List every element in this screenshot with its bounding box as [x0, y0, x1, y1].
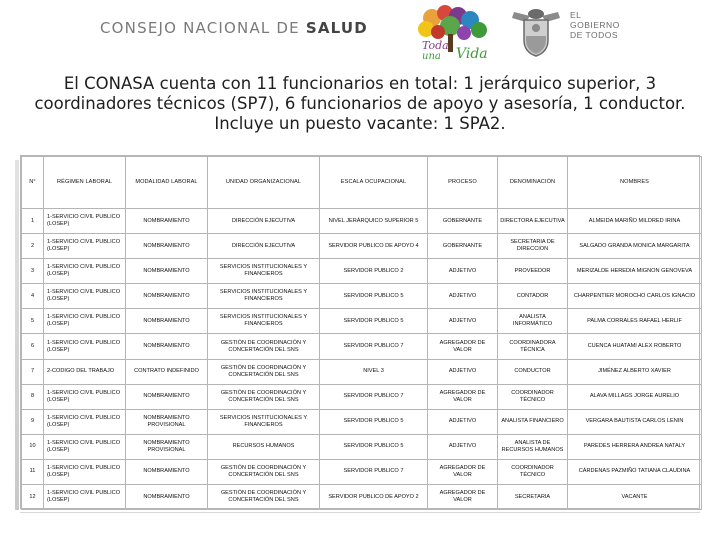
- cell-col-unidad-organizacional: SERVICIOS INSTITUCIONALES Y FINANCIEROS: [208, 259, 320, 284]
- cell-col-proceso: AGREGADOR DE VALOR: [428, 459, 498, 484]
- cell-col-escala-ocupacional: SERVIDOR PUBLICO DE APOYO 2: [320, 485, 428, 510]
- toda-una-vida-logo: [412, 4, 498, 62]
- svg-text:Vida: Vida: [456, 46, 488, 62]
- cell-col-nombres: ALMEIDA MARIÑO MILDRED IRINA: [568, 209, 702, 234]
- cell-col-proceso: ADJETIVO: [428, 359, 498, 384]
- cell-col-denominacion: ANALISTA DE RECURSOS HUMANOS: [498, 434, 568, 459]
- cell-col-denominacion: ANALISTA FINANCIERO: [498, 409, 568, 434]
- header-col-number: N°: [22, 157, 44, 209]
- header-col-escala-ocupacional: ESCALA OCUPACIONAL: [320, 157, 428, 209]
- cell-col-nombres: CHARPENTIER MOROCHO CARLOS IGNACIO: [568, 284, 702, 309]
- cell-col-unidad-organizacional: GESTIÓN DE COORDINACIÓN Y CONCERTACIÓN DEL SNS: [208, 459, 320, 484]
- table-row: [22, 434, 702, 459]
- cell-col-regimen-laboral: 1-SERVICIO CIVIL PUBLICO (LOSEP): [44, 284, 126, 309]
- cell-col-unidad-organizacional: DIRECCIÓN EJECUTIVA: [208, 234, 320, 259]
- cell-col-escala-ocupacional: SERVIDOR PUBLICO 2: [320, 259, 428, 284]
- brand-wordmark: [100, 19, 368, 37]
- cell-col-denominacion: SECRETARIA DE DIRECCION: [498, 234, 568, 259]
- cell-col-regimen-laboral: 1-SERVICIO CIVIL PUBLICO (LOSEP): [44, 434, 126, 459]
- headline: El CONASA cuenta con 11 funcionarios en total: 1 jerárquico superior, 3 coordinadores técnicos (SP7), 6 funcionarios de apoyo y asesoría, 1 conductor. Incluye un puesto vacante: 1 SPA2.: [34, 74, 686, 133]
- cell-col-unidad-organizacional: SERVICIOS INSTITUCIONALES Y FINANCIEROS: [208, 309, 320, 334]
- gob-line-1: EL: [570, 10, 582, 20]
- table-row: [22, 309, 702, 334]
- cell-col-denominacion: DIRECTORA EJECUTIVA: [498, 209, 568, 234]
- footer-divider: [20, 512, 700, 513]
- cell-col-modalidad-laboral: NOMBRAMIENTO: [126, 234, 208, 259]
- cell-col-proceso: GOBERNANTE: [428, 234, 498, 259]
- table-row: [22, 485, 702, 510]
- cell-col-denominacion: CONDUCTOR: [498, 359, 568, 384]
- svg-text:Toda: Toda: [422, 39, 449, 52]
- cell-col-nombres: CÁRDENAS PAZMIÑO TATIANA CLAUDINA: [568, 459, 702, 484]
- cell-col-denominacion: COORDINADOR TÉCNICO: [498, 459, 568, 484]
- gobierno-wordmark: [570, 10, 620, 40]
- table-row: [22, 234, 702, 259]
- cell-col-number: 8: [22, 384, 44, 409]
- cell-col-regimen-laboral: 2-CODIGO DEL TRABAJO: [44, 359, 126, 384]
- cell-col-denominacion: SECRETARIA: [498, 485, 568, 510]
- cell-col-modalidad-laboral: NOMBRAMIENTO PROVISIONAL: [126, 434, 208, 459]
- cell-col-unidad-organizacional: SERVICIOS INSTITUCIONALES Y FINANCIEROS: [208, 409, 320, 434]
- cell-col-escala-ocupacional: SERVIDOR PUBLICO 7: [320, 334, 428, 359]
- cell-col-regimen-laboral: 1-SERVICIO CIVIL PUBLICO (LOSEP): [44, 259, 126, 284]
- header-col-denominacion: DENOMINACIÓN: [498, 157, 568, 209]
- cell-col-escala-ocupacional: SERVIDOR PUBLICO 5: [320, 434, 428, 459]
- cell-col-modalidad-laboral: NOMBRAMIENTO PROVISIONAL: [126, 409, 208, 434]
- cell-col-unidad-organizacional: GESTIÓN DE COORDINACIÓN Y CONCERTACIÓN DEL SNS: [208, 334, 320, 359]
- cell-col-escala-ocupacional: NIVEL 3: [320, 359, 428, 384]
- cell-col-regimen-laboral: 1-SERVICIO CIVIL PUBLICO (LOSEP): [44, 334, 126, 359]
- cell-col-number: 12: [22, 485, 44, 510]
- cell-col-modalidad-laboral: NOMBRAMIENTO: [126, 384, 208, 409]
- cell-col-denominacion: COORDINADORA TÉCNICA: [498, 334, 568, 359]
- cell-col-denominacion: PROVEEDOR: [498, 259, 568, 284]
- cell-col-escala-ocupacional: SERVIDOR PUBLICO 7: [320, 384, 428, 409]
- table-row: [22, 409, 702, 434]
- header-col-nombres: NOMBRES: [568, 157, 702, 209]
- cell-col-unidad-organizacional: GESTIÓN DE COORDINACIÓN Y CONCERTACIÓN DEL SNS: [208, 384, 320, 409]
- cell-col-escala-ocupacional: SERVIDOR PUBLICO 5: [320, 409, 428, 434]
- cell-col-unidad-organizacional: DIRECCIÓN EJECUTIVA: [208, 209, 320, 234]
- cell-col-number: 1: [22, 209, 44, 234]
- cell-col-escala-ocupacional: NIVEL JERÁRQUICO SUPERIOR 5: [320, 209, 428, 234]
- cell-col-modalidad-laboral: NOMBRAMIENTO: [126, 309, 208, 334]
- cell-col-number: 3: [22, 259, 44, 284]
- cell-col-escala-ocupacional: SERVIDOR PUBLICO DE APOYO 4: [320, 234, 428, 259]
- cell-col-proceso: ADJETIVO: [428, 259, 498, 284]
- cell-col-escala-ocupacional: SERVIDOR PUBLICO 5: [320, 309, 428, 334]
- cell-col-nombres: JIMÉNEZ ALBERTO XAVIER: [568, 359, 702, 384]
- cell-col-modalidad-laboral: NOMBRAMIENTO: [126, 485, 208, 510]
- table-row: [22, 334, 702, 359]
- cell-col-number: 9: [22, 409, 44, 434]
- cell-col-modalidad-laboral: NOMBRAMIENTO: [126, 209, 208, 234]
- cell-col-modalidad-laboral: NOMBRAMIENTO: [126, 259, 208, 284]
- cell-col-proceso: AGREGADOR DE VALOR: [428, 384, 498, 409]
- cell-col-regimen-laboral: 1-SERVICIO CIVIL PUBLICO (LOSEP): [44, 485, 126, 510]
- cell-col-regimen-laboral: 1-SERVICIO CIVIL PUBLICO (LOSEP): [44, 384, 126, 409]
- table-row: [22, 384, 702, 409]
- decorative-side-bar: [15, 160, 19, 510]
- cell-col-nombres: PALMA CORRALES RAFAEL HERLIF: [568, 309, 702, 334]
- cell-col-denominacion: COORDINADOR TÉCNICO: [498, 384, 568, 409]
- cell-col-unidad-organizacional: RECURSOS HUMANOS: [208, 434, 320, 459]
- cell-col-regimen-laboral: 1-SERVICIO CIVIL PUBLICO (LOSEP): [44, 309, 126, 334]
- cell-col-proceso: ADJETIVO: [428, 309, 498, 334]
- cell-col-proceso: ADJETIVO: [428, 434, 498, 459]
- cell-col-modalidad-laboral: CONTRATO INDEFINIDO: [126, 359, 208, 384]
- svg-text:una: una: [422, 51, 441, 62]
- cell-col-nombres: MERIZALDE HEREDIA MIGNON GENOVEVA: [568, 259, 702, 284]
- header-col-unidad-organizacional: UNIDAD ORGANIZACIONAL: [208, 157, 320, 209]
- cell-col-proceso: GOBERNANTE: [428, 209, 498, 234]
- cell-col-unidad-organizacional: GESTIÓN DE COORDINACIÓN Y CONCERTACIÓN DEL SNS: [208, 485, 320, 510]
- cell-col-unidad-organizacional: GESTIÓN DE COORDINACIÓN Y CONCERTACIÓN DEL SNS: [208, 359, 320, 384]
- cell-col-number: 4: [22, 284, 44, 309]
- cell-col-nombres: VERGARA BAUTISTA CARLOS LENIN: [568, 409, 702, 434]
- gob-line-3: DE TODOS: [570, 30, 619, 40]
- cell-col-number: 11: [22, 459, 44, 484]
- header-col-modalidad-laboral: MODALIDAD LABORAL: [126, 157, 208, 209]
- cell-col-nombres: PAREDES HERRERA ANDREA NATALY: [568, 434, 702, 459]
- cell-col-modalidad-laboral: NOMBRAMIENTO: [126, 284, 208, 309]
- cell-col-escala-ocupacional: SERVIDOR PUBLICO 7: [320, 459, 428, 484]
- table-row: [22, 359, 702, 384]
- cell-col-denominacion: CONTADOR: [498, 284, 568, 309]
- cell-col-nombres: CUENCA HUATAMI ALEX ROBERTO: [568, 334, 702, 359]
- cell-col-unidad-organizacional: SERVICIOS INSTITUCIONALES Y FINANCIEROS: [208, 284, 320, 309]
- cell-col-proceso: ADJETIVO: [428, 284, 498, 309]
- brand-text-strong: SALUD: [305, 19, 368, 37]
- brand-text-light: CONSEJO NACIONAL DE: [100, 19, 306, 37]
- gob-line-2: GOBIERNO: [570, 20, 620, 30]
- cell-col-proceso: AGREGADOR DE VALOR: [428, 334, 498, 359]
- cell-col-nombres: ALAVA MILLAGS JORGE AURELIO: [568, 384, 702, 409]
- staff-table: [21, 156, 702, 510]
- cell-col-modalidad-laboral: NOMBRAMIENTO: [126, 334, 208, 359]
- header-col-regimen-laboral: RÉGIMEN LABORAL: [44, 157, 126, 209]
- cell-col-escala-ocupacional: SERVIDOR PUBLICO 5: [320, 284, 428, 309]
- ecuador-coat-of-arms-icon: [508, 6, 564, 58]
- cell-col-denominacion: ANALISTA INFORMÁTICO: [498, 309, 568, 334]
- cell-col-nombres: VACANTE: [568, 485, 702, 510]
- cell-col-number: 10: [22, 434, 44, 459]
- cell-col-number: 2: [22, 234, 44, 259]
- cell-col-nombres: SALGADO GRANDA MONICA MARGARITA: [568, 234, 702, 259]
- table-row: [22, 259, 702, 284]
- cell-col-modalidad-laboral: NOMBRAMIENTO: [126, 459, 208, 484]
- header-col-proceso: PROCESO: [428, 157, 498, 209]
- page-header: [0, 0, 720, 64]
- table-header-row: [22, 157, 702, 209]
- cell-col-regimen-laboral: 1-SERVICIO CIVIL PUBLICO (LOSEP): [44, 459, 126, 484]
- cell-col-regimen-laboral: 1-SERVICIO CIVIL PUBLICO (LOSEP): [44, 234, 126, 259]
- cell-col-proceso: ADJETIVO: [428, 409, 498, 434]
- cell-col-regimen-laboral: 1-SERVICIO CIVIL PUBLICO (LOSEP): [44, 209, 126, 234]
- cell-col-proceso: AGREGADOR DE VALOR: [428, 485, 498, 510]
- staff-table-container: [20, 155, 700, 509]
- cell-col-number: 5: [22, 309, 44, 334]
- cell-col-number: 7: [22, 359, 44, 384]
- cell-col-number: 6: [22, 334, 44, 359]
- cell-col-regimen-laboral: 1-SERVICIO CIVIL PUBLICO (LOSEP): [44, 409, 126, 434]
- table-row: [22, 284, 702, 309]
- table-row: [22, 459, 702, 484]
- table-row: [22, 209, 702, 234]
